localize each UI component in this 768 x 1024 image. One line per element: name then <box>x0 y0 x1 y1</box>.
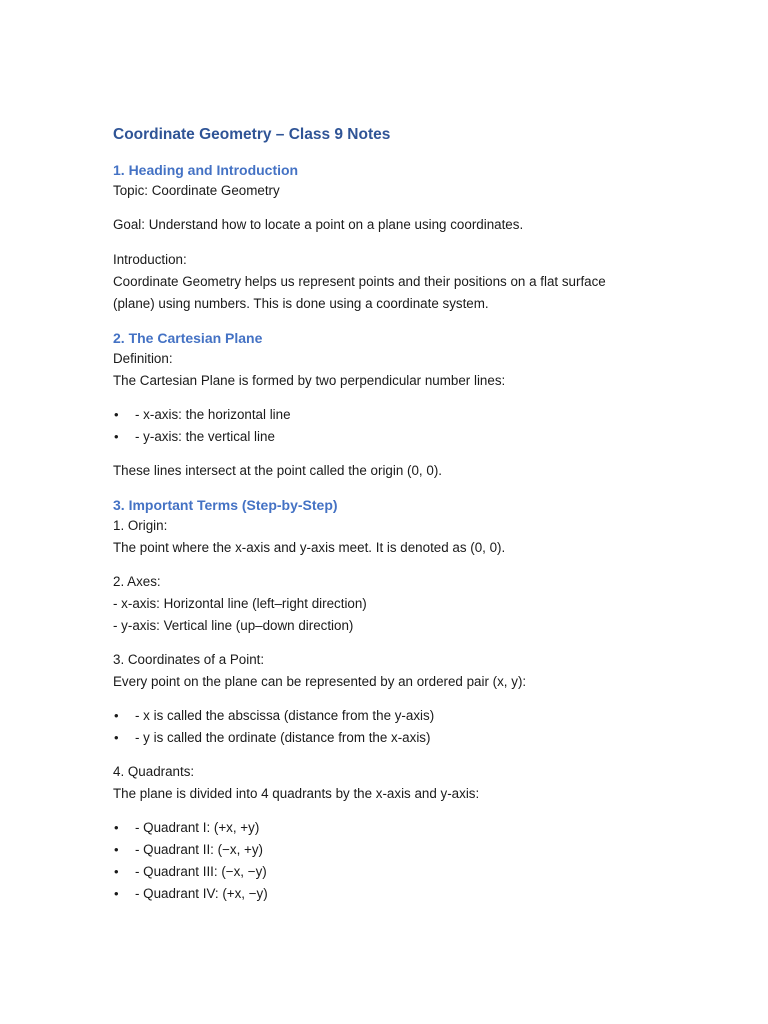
quadrants-text: The plane is divided into 4 quadrants by the x-axis and y-axis: <box>113 786 480 801</box>
bullet-icon: • <box>114 407 119 422</box>
origin-text: The point where the x-axis and y-axis meet. It is denoted as (0, 0). <box>113 540 506 555</box>
quadrants-label: 4. Quadrants: <box>113 764 195 779</box>
document-page <box>113 124 653 905</box>
bullet-icon: • <box>114 429 119 444</box>
list-item: • - x-axis: the horizontal line <box>113 404 653 426</box>
list-item: • - x is called the abscissa (distance from the y-axis) <box>113 705 653 727</box>
topic-line: Topic: Coordinate Geometry <box>113 183 280 198</box>
list-item: • - Quadrant II: (−x, +y) <box>113 839 653 861</box>
definition-label: Definition: <box>113 351 173 366</box>
bullet-icon: • <box>114 864 119 879</box>
bullet-icon: • <box>114 820 119 835</box>
introduction-text-line-2: (plane) using numbers. This is done using a coordinate system. <box>113 296 489 311</box>
axes-label: 2. Axes: <box>113 574 161 589</box>
coordinates-bullet-list <box>113 705 653 749</box>
document-title: Coordinate Geometry – Class 9 Notes <box>113 126 391 143</box>
list-item: • - y is called the ordinate (distance from the x-axis) <box>113 727 653 749</box>
section-heading-cartesian-plane: 2. The Cartesian Plane <box>113 330 263 346</box>
coordinates-label: 3. Coordinates of a Point: <box>113 652 265 667</box>
introduction-label: Introduction: <box>113 252 187 267</box>
goal-line: Goal: Understand how to locate a point on a plane using coordinates. <box>113 217 524 232</box>
bullet-icon: • <box>114 842 119 857</box>
section-heading-important-terms: 3. Important Terms (Step-by-Step) <box>113 497 338 513</box>
bullet-icon: • <box>114 708 119 723</box>
axes-bullet-list <box>113 404 653 448</box>
list-item: • - Quadrant IV: (+x, −y) <box>113 883 653 905</box>
list-item: • - Quadrant I: (+x, +y) <box>113 817 653 839</box>
bullet-icon: • <box>114 730 119 745</box>
axes-x-line: - x-axis: Horizontal line (left–right direction) <box>113 596 367 611</box>
introduction-text-line-1: Coordinate Geometry helps us represent points and their positions on a flat surface <box>113 274 606 289</box>
axes-y-line: - y-axis: Vertical line (up–down direction) <box>113 618 354 633</box>
bullet-icon: • <box>114 886 119 901</box>
section-heading-introduction: 1. Heading and Introduction <box>113 162 299 178</box>
list-item: • - Quadrant III: (−x, −y) <box>113 861 653 883</box>
definition-text: The Cartesian Plane is formed by two perpendicular number lines: <box>113 373 506 388</box>
list-item: • - y-axis: the vertical line <box>113 426 653 448</box>
origin-intersection-text: These lines intersect at the point called the origin (0, 0). <box>113 463 442 478</box>
coordinates-text: Every point on the plane can be represented by an ordered pair (x, y): <box>113 674 527 689</box>
quadrants-bullet-list <box>113 817 653 905</box>
origin-label: 1. Origin: <box>113 518 168 533</box>
